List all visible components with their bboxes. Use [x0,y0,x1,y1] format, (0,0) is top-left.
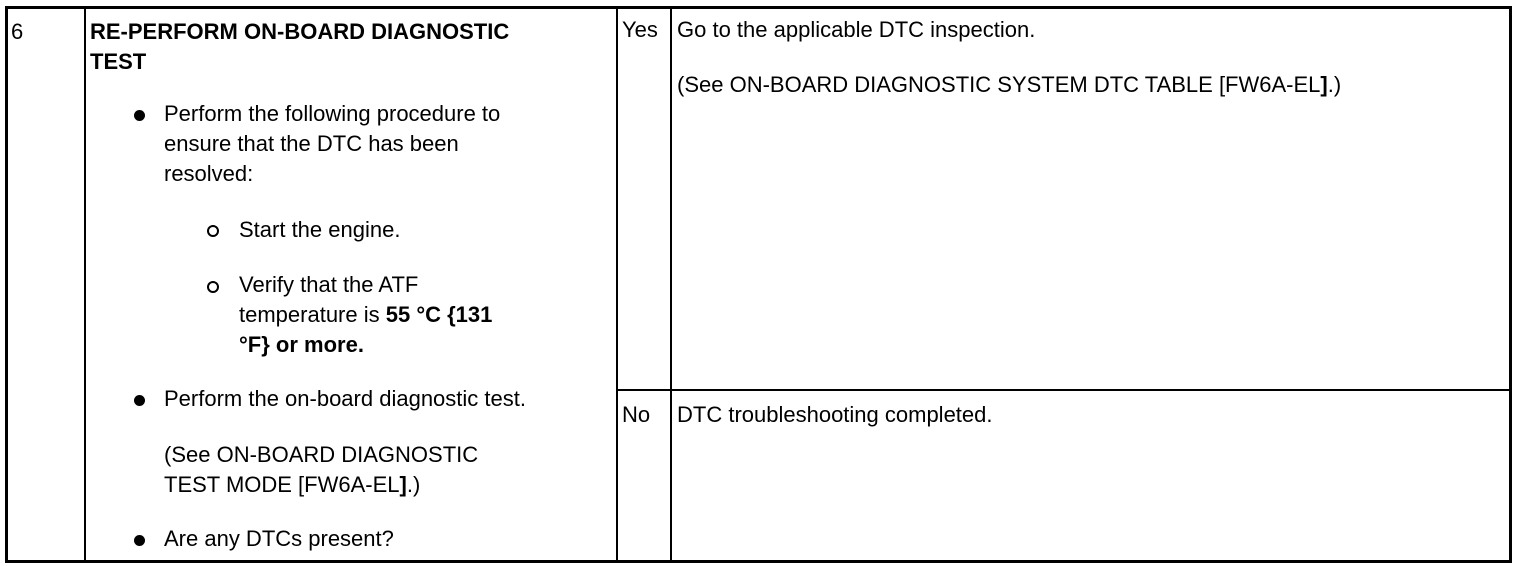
sub-step-verify-line3 [239,330,492,360]
column-divider-3 [670,9,672,560]
step-title-line1: RE-PERFORM ON-BOARD DIAGNOSTIC [90,19,510,44]
yes-reference-prefix: (See ON-BOARD DIAGNOSTIC SYSTEM DTC TABLE [FW6A-EL [677,72,1321,97]
step-title-line2: TEST [90,49,147,74]
diagnostic-step-table [5,6,1512,563]
test-mode-reference-prefix: TEST MODE [FW6A-EL [164,472,400,497]
column-divider-2 [616,9,618,560]
atf-temperature-value-cont: °F} or more [239,332,358,357]
row-divider [616,389,1509,391]
step-number: 6 [11,19,24,44]
test-mode-reference-line1: (See ON-BOARD DIAGNOSTIC [164,442,479,467]
yes-label: Yes [622,17,658,42]
sub-bullet-ring-icon [207,281,219,293]
atf-temperature-value: 55 °C {131 [385,302,493,327]
sub-step-verify-line2-prefix: temperature is [239,302,386,327]
column-divider-1 [84,9,86,560]
yes-action: Go to the applicable DTC inspection. [677,17,1036,42]
test-mode-reference-end: .) [406,472,421,497]
no-action: DTC troubleshooting completed. [677,402,993,427]
sub-bullet-ring-icon [207,225,219,237]
sub-step-verify-line2 [239,300,492,330]
bullet-procedure-line3: resolved: [164,161,254,186]
yes-reference [677,70,1341,100]
bullet-dot-icon [134,110,145,121]
bullet-dot-icon [134,535,145,546]
sub-step-start-engine: Start the engine. [239,217,401,242]
bullet-procedure-line2: ensure that the DTC has been [164,131,459,156]
sub-step-verify-period: . [357,332,364,357]
bullet-dot-icon [134,395,145,406]
bullet-procedure-text [164,99,500,189]
sub-step-verify-atf [239,270,492,360]
test-mode-reference [164,440,478,500]
bullet-perform-test: Perform the on-board diagnostic test. [164,386,526,411]
bullet-procedure-line1: Perform the following procedure to [164,101,501,126]
yes-reference-bracket: ] [1320,72,1328,97]
test-mode-reference-bracket: ] [399,472,407,497]
sub-step-verify-line1: Verify that the ATF [239,272,419,297]
test-mode-reference-line2 [164,470,478,500]
yes-reference-end: .) [1327,72,1342,97]
bullet-question: Are any DTCs present? [164,526,394,551]
step-title [90,17,600,77]
no-label: No [622,402,651,427]
